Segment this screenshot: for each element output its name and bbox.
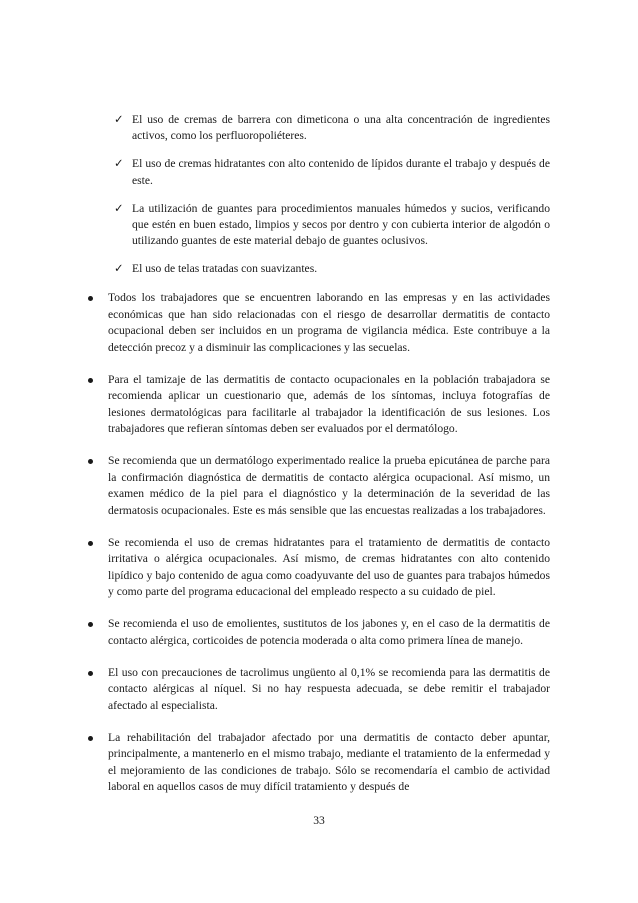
bullet-list-item: [88, 290, 550, 356]
bullet-dot-icon: [88, 622, 93, 627]
bullet-list-item: [88, 372, 550, 438]
bullet-dot-icon: [88, 671, 93, 676]
checkmark-item-text: El uso de cremas de barrera con dimeticona o una alta concentración de ingredientes activos, como los perfluoropoliéteres.: [132, 113, 550, 143]
bullet-dot-icon: [88, 459, 93, 464]
bullet-list-item: [88, 665, 550, 715]
bullet-list-item: [88, 730, 550, 796]
bullet-item-text: El uso con precauciones de tacrolimus ungüento al 0,1% se recomienda para las dermatitis de contacto alérgicas al níquel. Si no hay respuesta adecuada, se debe remitir el trabajador afectado al especialista.: [108, 665, 550, 712]
checkmark-item-text: El uso de telas tratadas con suavizantes.: [132, 262, 318, 276]
page-number: 33: [313, 814, 325, 827]
bullet-list-item: [88, 616, 550, 649]
checkmark-list-item: [114, 261, 550, 277]
bullet-list-item: [88, 535, 550, 601]
checkmark-list: [114, 112, 550, 290]
bullet-list-item: [88, 453, 550, 519]
checkmark-icon: ✓: [114, 202, 124, 215]
bullet-item-text: Todos los trabajadores que se encuentren laborando en las empresas y en las actividades económicas que han sido relacionadas con el riesgo de desarrollar dermatitis de contacto ocupacional deben ser incluidos en un programa de vigilancia médica. Este contribuye a la detección precoz y a disminuir las complicaciones y las secuelas.: [108, 291, 550, 354]
bullet-item-text: La rehabilitación del trabajador afectado por una dermatitis de contacto deber apuntar, principalmente, a mantenerlo en el mismo trabajo, mediante el tratamiento de la enfermedad y el mejoramiento de las condiciones de trabajo. Sólo se recomendaría el cambio de actividad laboral en aquellos casos de muy difícil tratamiento y después de: [108, 730, 550, 793]
checkmark-list-item: [114, 112, 550, 144]
bullet-item-text: Se recomienda el uso de emolientes, sustitutos de los jabones y, en el caso de la dermatitis de contacto alérgica, corticoides de potencia moderada o alta como primera línea de manejo.: [108, 617, 550, 647]
bullet-list: [88, 290, 550, 811]
checkmark-list-item: [114, 156, 550, 188]
bullet-item-text: Para el tamizaje de las dermatitis de contacto ocupacionales en la población trabajadora se recomienda aplicar un cuestionario que, además de los síntomas, incluya fotografías de lesiones dermatológicas para facilitarle al trabajador la identificación de sus lesiones. Los trabajadores que refieran síntomas deben ser evaluados por el dermatólogo.: [108, 372, 550, 435]
bullet-dot-icon: [88, 541, 93, 546]
bullet-dot-icon: [88, 378, 93, 383]
bullet-dot-icon: [88, 736, 93, 741]
checkmark-icon: ✓: [114, 114, 124, 126]
checkmark-icon: ✓: [114, 158, 124, 171]
checkmark-item-text: El uso de cremas hidratantes con alto contenido de lípidos durante el trabajo y después de este.: [132, 157, 550, 187]
bullet-item-text: Se recomienda el uso de cremas hidratantes para el tratamiento de dermatitis de contacto irritativa o alérgica ocupacionales. Así mismo, de cremas hidratantes con alto contenido lipídico y bajo contenido de agua como coadyuvante del uso de guantes para trabajos húmedos y como parte del programa educacional del empleado respecto a su cuidado de piel.: [108, 535, 550, 598]
checkmark-list-item: [114, 201, 550, 250]
checkmark-item-text: La utilización de guantes para procedimientos manuales húmedos y sucios, verificando que estén en buen estado, limpios y secos por dentro y con cubierta interior de algodón o utilizando guantes de este material debajo de guantes oclusivos.: [132, 201, 550, 248]
checkmark-icon: ✓: [114, 263, 124, 276]
bullet-item-text: Se recomienda que un dermatólogo experimentado realice la prueba epicutánea de parche para la confirmación diagnóstica de dermatitis de contacto alérgica ocupacional. Así mismo, un examen médico de la piel para el diagnóstico y la determinación de la severidad de las dermatosis ocupacionales. Este es más sensible que las encuestas realizadas a los trabajadores.: [108, 454, 550, 517]
bullet-dot-icon: [88, 296, 93, 301]
